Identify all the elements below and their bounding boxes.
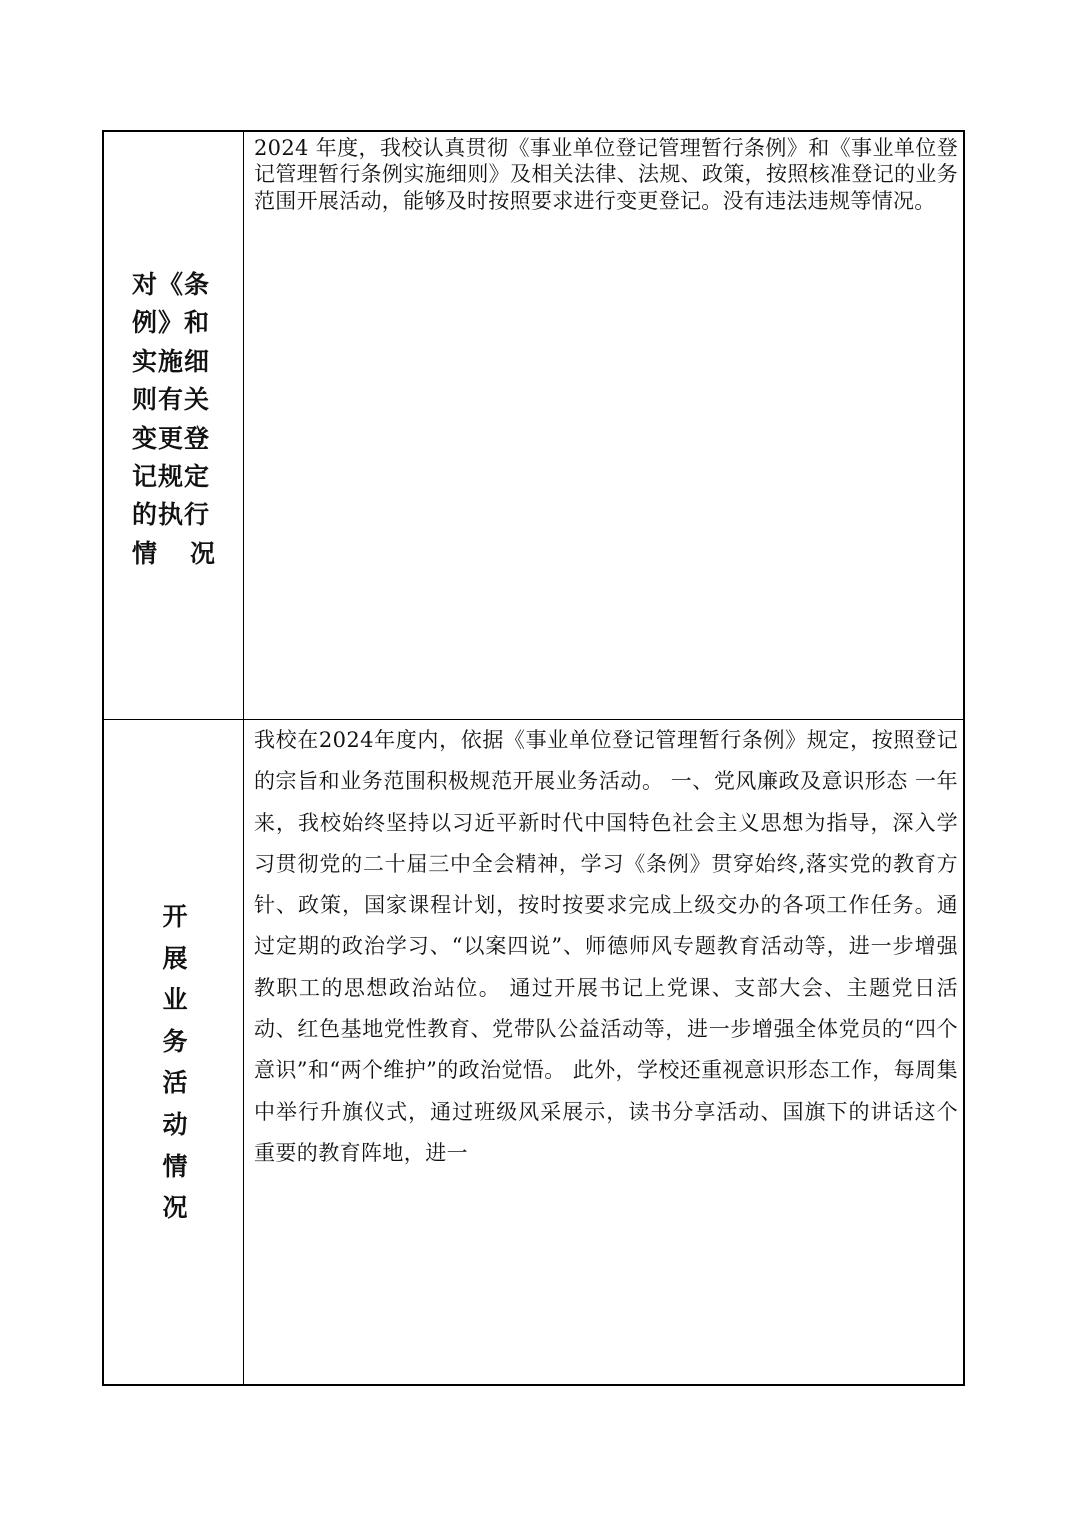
row-content-cell: [244, 132, 963, 719]
row-label-cell: [104, 132, 244, 719]
business-activities-text: 我校在2024年度内，依据《事业单位登记管理暂行条例》规定，按照登记的宗旨和业务范围积极规范开展业务活动。 一、党风廉政及意识形态 一年来，我校始终坚持以习近平新时代中国特色社会主义思想为指导，深入学习贯彻党的二十届三中全会精神，学习《条例》贯穿始终,落实党的教育方针、政策，国家课程计划，按时按要求完成上级交办的各项工作任务。通过定期的政治学习、“以案四说”、师德师风专题教育活动等，进一步增强教职工的思想政治站位。 通过开展书记上党课、支部大会、主题党日活动、红色基地党性教育、党带队公益活动等，进一步增强全体党员的“四个意识”和“两个维护”的政治觉悟。 此外，学校还重视意识形态工作，每周集中举行升旗仪式，通过班级风采展示，读书分享活动、国旗下的讲话这个重要的教育阵地，进一: [254, 728, 958, 1165]
label-line: 则有关: [132, 385, 211, 415]
row-label-registration-compliance: [132, 266, 222, 573]
label-line: 记规定: [132, 462, 211, 492]
label-line: 变更登: [132, 423, 211, 453]
label-char: 情: [132, 538, 159, 568]
label-line: 例》和: [132, 308, 211, 338]
report-table: [102, 130, 965, 1386]
row-label-business-activities: 开展业务活动情况: [162, 902, 188, 1223]
label-line: 的执行: [132, 500, 211, 530]
row-content-cell: [244, 720, 963, 1386]
label-line: 对《条: [132, 270, 211, 299]
registration-compliance-text: 2024 年度，我校认真贯彻《事业单位登记管理暂行条例》和《事业单位登记管理暂行条例实施细则》及相关法律、法规、政策，按照核准登记的业务范围开展活动，能够及时按照要求进行变更登记。没有违法违规等情况。: [254, 136, 958, 213]
table-row-business-activities: [104, 720, 963, 1386]
label-line: 实施细: [132, 346, 211, 376]
table-row-registration-compliance: [104, 132, 963, 720]
label-line-last: [132, 535, 216, 573]
row-label-cell: [104, 720, 244, 1386]
label-char: 况: [189, 538, 216, 568]
